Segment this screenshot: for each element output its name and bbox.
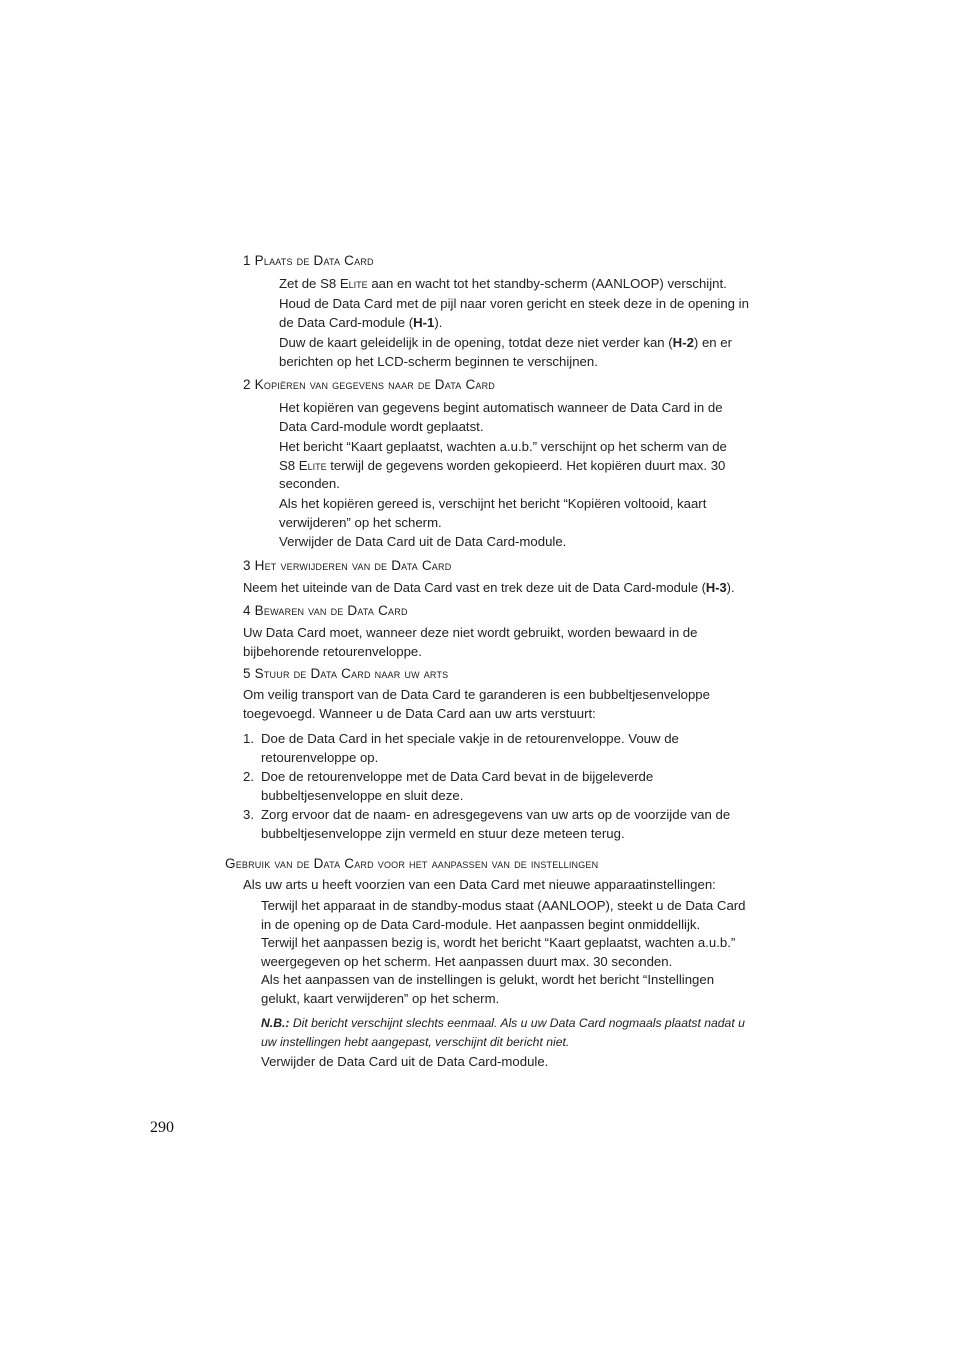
section-6-paragraph-1: Terwijl het apparaat in de standby-modus staat (AANLOOP), steekt u de Data Card in de opening op de Data Card-module. Het aanpassen begint onmiddellijk. [261,898,746,932]
section-2-paragraph-4: Verwijder de Data Card uit de Data Card-module. [279,534,567,549]
section-2-paragraph-2: Het bericht “Kaart geplaatst, wachten a.u.b.” verschijnt op het scherm van de S8 Elite terwijl de gegevens worden gekopieerd. Het kopiëren duurt max. 30 seconden. [279,439,727,492]
section-2-heading: 2 Kopiëren van gegevens naar de Data Card [243,377,496,392]
note-label: N.B.: [261,1016,290,1030]
section-6-heading: Gebruik van de Data Card voor het aanpassen van de instellingen [225,856,599,871]
device-name: S8 Elite [320,276,368,291]
figure-ref-h2: H-2 [672,335,694,350]
section-6-paragraph-2: Terwijl het aanpassen bezig is, wordt het bericht “Kaart geplaatst, wachten a.u.b.” weergegeven op het scherm. Het aanpassen duurt max. 30 seconden. [261,935,736,969]
section-1-paragraph-2: Houd de Data Card met de pijl naar voren gericht en steek deze in de opening in de Data Card-module (H-1). [279,296,749,330]
list-item-number: 2. [243,769,254,784]
section-4-paragraph-1: Uw Data Card moet, wanneer deze niet wordt gebruikt, worden bewaard in de bijbehorende retourenveloppe. [243,625,698,659]
figure-ref-h1: H-1 [413,314,435,330]
section-5-paragraph-1: Om veilig transport van de Data Card te garanderen is een bubbeltjesenveloppe toegevoegd. Wanneer u de Data Card aan uw arts verstuurt: [243,687,710,721]
section-3-heading: 3 Het verwijderen van de Data Card [243,558,452,573]
note: N.B.: Dit bericht verschijnt slechts eenmaal. Als u uw Data Card nogmaals plaatst nadat u uw instellingen hebt aangepast, verschijnt dit bericht niet. [261,1016,745,1049]
device-name: S8 Elite [279,457,327,473]
section-1-paragraph-3: Duw de kaart geleidelijk in de opening, totdat deze niet verder kan (H-2) en er berichten op het LCD-scherm beginnen te verschijnen. [279,335,733,369]
section-6-paragraph-4: Verwijder de Data Card uit de Data Card-module. [261,1054,549,1069]
list-item-number: 1. [243,731,254,746]
list-item: Doe de retourenveloppe met de Data Card bevat in de bijgeleverde bubbeltjesenveloppe en sluit deze. [261,769,654,803]
section-1-heading: 1 Plaats de Data Card [243,253,374,268]
list-item: Zorg ervoor dat de naam- en adresgegevens van uw arts op de voorzijde van de bubbeltjesenveloppe zijn vermeld en stuur deze meteen terug. [261,807,731,841]
section-2-paragraph-1: Het kopiëren van gegevens begint automatisch wanneer de Data Card in de Data Card-module wordt geplaatst. [279,400,723,434]
page-number: 290 [150,1119,174,1136]
list-item: Doe de Data Card in het speciale vakje in de retourenveloppe. Vouw de retourenveloppe op. [261,731,679,765]
section-4-heading: 4 Bewaren van de Data Card [243,603,408,618]
section-6-intro: Als uw arts u heeft voorzien van een Data Card met nieuwe apparaatinstellingen: [243,877,716,892]
section-3-paragraph-1: Neem het uiteinde van de Data Card vast en trek deze uit de Data Card-module (H-3). [243,580,735,595]
section-6-paragraph-3: Als het aanpassen van de instellingen is gelukt, wordt het bericht “Instellingen gelukt, kaart verwijderen” op het scherm. [261,972,715,1006]
section-5-heading: 5 Stuur de Data Card naar uw arts [243,666,449,681]
section-2-paragraph-3: Als het kopiëren gereed is, verschijnt het bericht “Kopiëren voltooid, kaart verwijderen” op het scherm. [279,496,707,530]
section-1-paragraph-1: Zet de S8 Elite aan en wacht tot het standby-scherm (AANLOOP) verschijnt. [279,276,727,291]
list-item-number: 3. [243,807,254,822]
figure-ref-h3: H-3 [705,580,727,595]
